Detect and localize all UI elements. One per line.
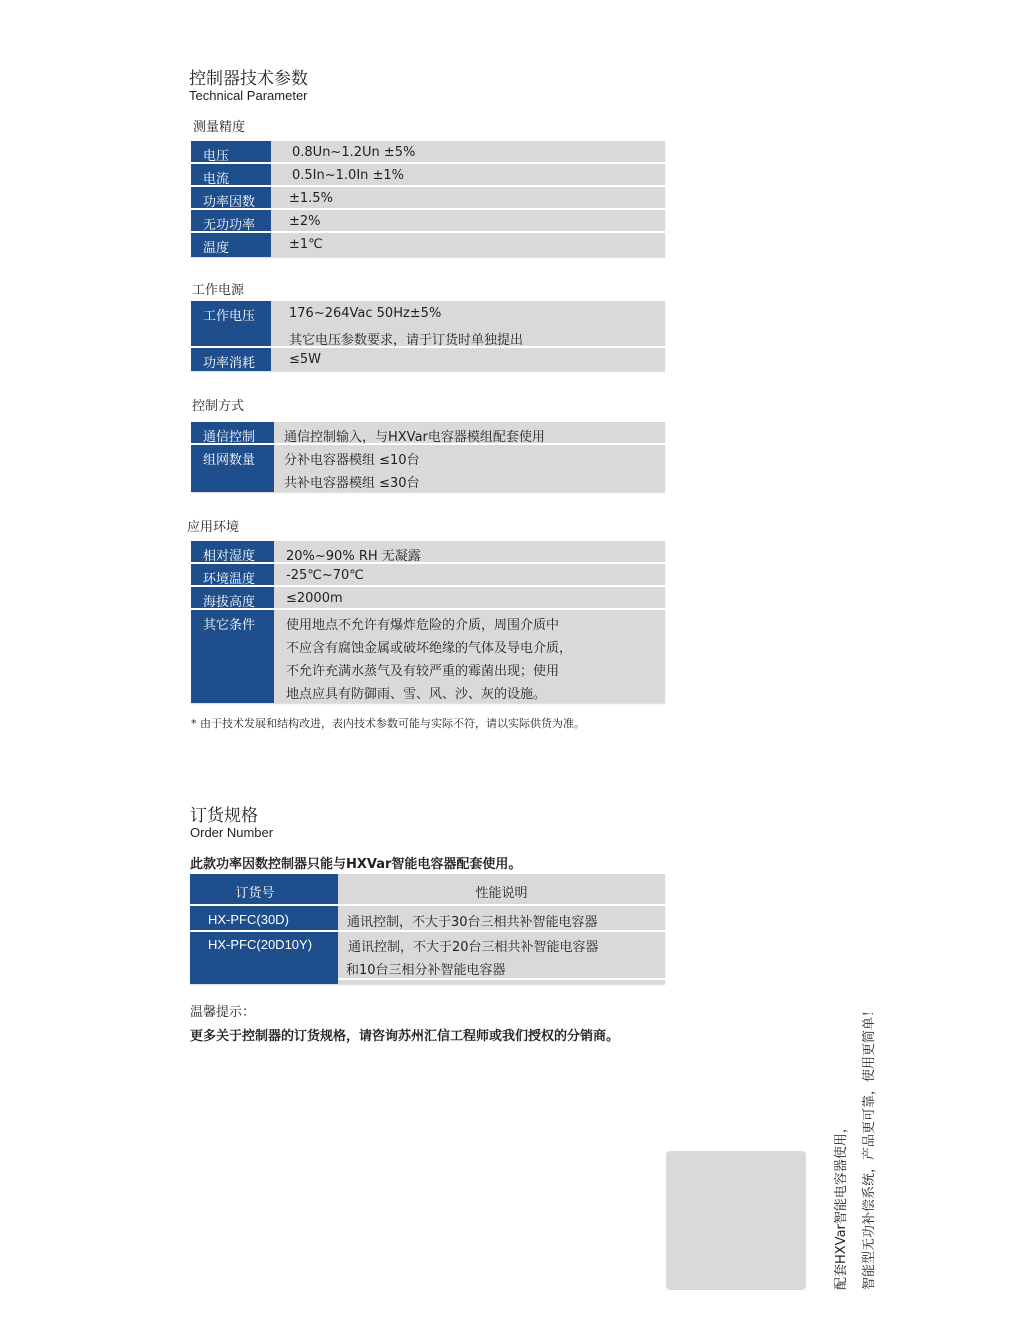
row-label: 其它条件 [191,610,274,703]
footnote: * 由于技术发展和结构改进，表内技术参数可能与实际不符，请以实际供货为准。 [191,717,585,730]
row-label: 海拔高度 [191,587,274,608]
control-table [191,422,665,492]
order-desc: 通讯控制，不大于20台三相共补智能电容器 [348,940,599,955]
row-value-line2: 共补电容器模组 ≤30台 [284,476,420,491]
row-value: 使用地点不允许有爆炸危险的介质，周围介质中 [286,618,560,633]
env-table [191,541,665,703]
table-row [191,422,665,445]
table-row [191,164,665,187]
table-row [191,187,665,210]
row-value-line2: 不应含有腐蚀金属或破坏绝缘的气体及导电介质， [286,641,573,656]
measure-table [191,141,665,257]
order-desc-line2: 和10台三相分补智能电容器 [346,963,506,978]
divider [338,978,665,980]
row-label: 组网数量 [191,445,274,492]
table-row [191,301,665,348]
control-section-title: 控制方式 [192,399,245,414]
side-text-line2: 智能型无功补偿系统，产品更可靠，使用更简单！ [862,1003,877,1290]
table-row [191,445,665,492]
order-header-row [190,874,665,906]
row-label: 通信控制 [191,422,274,443]
row-value: 通信控制输入，与HXVar电容器模组配套使用 [284,430,545,445]
order-intro: 此款功率因数控制器只能与HXVar智能电容器配套使用。 [190,857,522,872]
row-value: ±2% [289,214,321,229]
row-label: 无功功率 [191,210,271,231]
tips-text: 更多关于控制器的订货规格，请咨询苏州汇信工程师或我们授权的分销商。 [190,1029,620,1044]
side-text-line1: 配套HXVar智能电容器使用， [834,1120,849,1290]
row-label: 相对湿度 [191,541,274,562]
row-value: 0.8Un~1.2Un ±5% [292,145,416,160]
row-label: 电压 [191,141,271,162]
tech-title-en: Technical Parameter [189,88,308,103]
row-value: ≤2000m [286,591,343,606]
table-row [191,610,665,703]
table-row [190,906,665,932]
decorative-panel [666,1151,806,1290]
row-value-line4: 地点应具有防御雨、雪、风、沙、灰的设施。 [286,687,547,702]
row-label: 环境温度 [191,564,274,585]
order-table [190,874,665,984]
row-value-line2: 其它电压参数要求，请于订货时单独提出 [289,333,524,348]
table-row [191,564,665,587]
measure-section-title: 测量精度 [193,120,246,135]
table-row [191,587,665,610]
row-value: 176~264Vac 50Hz±5% [289,306,442,321]
row-label: 功率因数 [191,187,271,208]
order-title-cn: 订货规格 [190,806,258,826]
table-row [191,210,665,233]
table-row [190,932,665,980]
row-label: 电流 [191,164,271,185]
env-section-title: 应用环境 [187,520,240,535]
order-header-code: 订货号 [235,886,275,901]
row-value-line3: 不允许充满水蒸气及有较严重的霉菌出现；使用 [286,664,560,679]
order-desc: 通讯控制，不大于30台三相共补智能电容器 [347,915,598,930]
row-label: 功率消耗 [191,348,271,371]
table-row [191,141,665,164]
row-value: 20%~90% RH 无凝露 [286,549,421,564]
power-table [191,301,665,371]
row-value: 0.5In~1.0In ±1% [292,168,405,183]
table-row [191,348,665,371]
row-label: 温度 [191,233,271,257]
order-header-desc: 性能说明 [475,886,528,901]
table-row [191,233,665,257]
order-code: HX-PFC(30D) [208,912,289,927]
tips-title: 温馨提示： [190,1005,256,1020]
row-label: 工作电压 [191,301,271,346]
order-code: HX-PFC(20D10Y) [208,937,313,952]
tech-title-cn: 控制器技术参数 [189,69,308,89]
row-value: ≤5W [289,352,322,367]
row-value: ±1.5% [289,191,333,206]
row-value: 分补电容器模组 ≤10台 [284,453,420,468]
order-title-en: Order Number [190,825,274,840]
row-value: -25℃~70℃ [286,568,364,583]
table-row [191,541,665,564]
row-value: ±1℃ [289,237,323,252]
power-section-title: 工作电源 [192,283,245,298]
